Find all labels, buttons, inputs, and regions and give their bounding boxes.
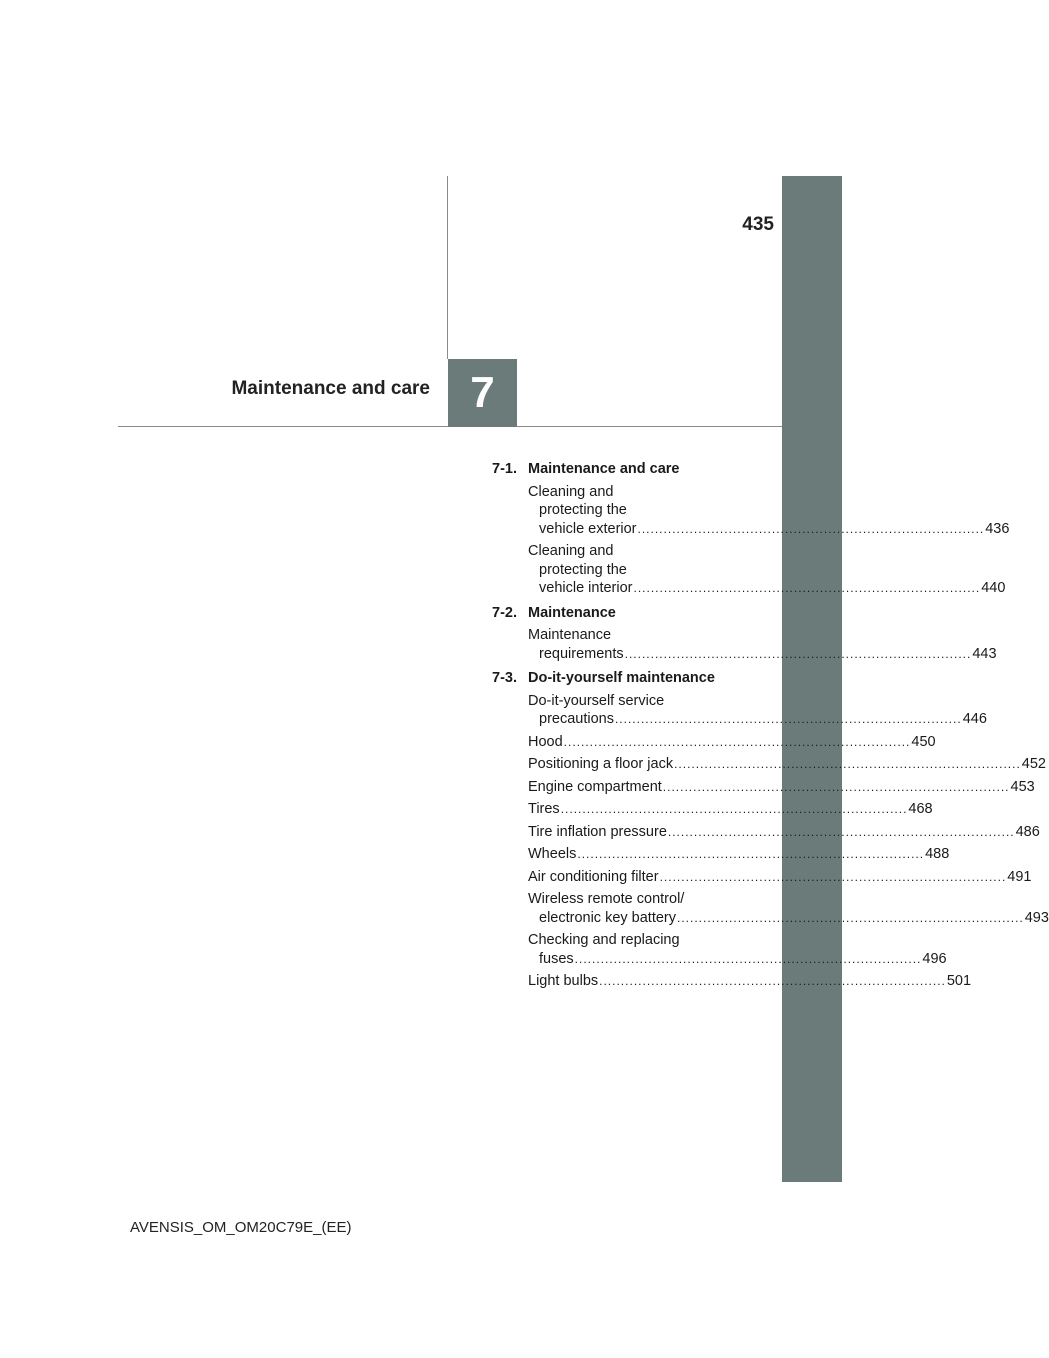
toc-page-number: 452 xyxy=(1021,756,1046,772)
toc-entry-text: Positioning a floor jack xyxy=(528,756,674,772)
toc-page-number: 491 xyxy=(1007,868,1032,885)
toc-section-title: Maintenance and care xyxy=(528,461,680,477)
toc-group xyxy=(492,669,1049,991)
toc-entry[interactable] xyxy=(528,733,936,752)
toc-page-number: 496 xyxy=(922,950,947,967)
toc-section-number: 7-3. xyxy=(492,670,517,686)
toc-entry-text: Tire inflation pressure xyxy=(528,823,667,840)
toc-leader-dots: ................................................................................ xyxy=(662,779,1010,794)
toc-group xyxy=(492,604,997,664)
toc-leader-dots: ................................................................................ xyxy=(667,824,1015,839)
toc-page-number: 453 xyxy=(1010,778,1035,795)
toc-entry-text: precautions xyxy=(539,711,614,727)
toc-entry-text: Tires xyxy=(528,801,560,817)
toc-entry[interactable] xyxy=(528,755,1046,774)
toc-page-number: 493 xyxy=(1024,909,1049,926)
toc-page-number: 443 xyxy=(972,645,997,662)
toc-entry-text: protecting the xyxy=(539,502,627,518)
toc-section-number: 7-2. xyxy=(492,604,517,621)
toc-entry[interactable] xyxy=(528,692,987,729)
toc-entry-text: Air conditioning filter xyxy=(528,868,659,885)
toc-entry[interactable] xyxy=(528,823,1040,842)
toc-entry[interactable] xyxy=(528,800,933,819)
section-number-box: 7 xyxy=(448,359,517,427)
page-number: 435 xyxy=(742,214,774,235)
toc-section-heading[interactable] xyxy=(492,669,742,688)
toc-leader-dots: ................................................................................ xyxy=(637,521,985,536)
toc-group xyxy=(492,460,1010,598)
document-footer: AVENSIS_OM_OM20C79E_(EE) xyxy=(130,1219,352,1236)
toc-entry-text: requirements xyxy=(539,645,624,662)
toc-section-number: 7-1. xyxy=(492,461,517,477)
toc-entry-text: Wireless remote control/ xyxy=(528,891,685,907)
toc-page-number: 468 xyxy=(908,801,933,817)
toc-entry-text: Hood xyxy=(528,733,563,750)
toc-entry-text: protecting the xyxy=(539,561,627,578)
toc-page-number: 501 xyxy=(946,973,972,989)
vertical-rule xyxy=(447,176,448,359)
toc-entry[interactable] xyxy=(528,626,997,663)
toc-entry-text: Cleaning and xyxy=(528,543,614,559)
toc-entry[interactable] xyxy=(528,890,1049,927)
toc-leader-dots: ................................................................................ xyxy=(624,646,972,661)
toc-entry-text: Light bulbs xyxy=(528,973,599,989)
toc-leader-dots: ................................................................................ xyxy=(563,734,911,749)
toc-section-title: Do-it-yourself maintenance xyxy=(528,670,715,686)
toc-entry-text: vehicle exterior xyxy=(539,520,637,537)
toc-leader-dots: ................................................................................ xyxy=(674,757,1021,771)
toc-leader-dots: ................................................................................ xyxy=(574,951,922,966)
toc-leader-dots: ................................................................................ xyxy=(659,869,1007,884)
toc-entry-text: Wheels xyxy=(528,846,577,862)
toc-entry[interactable] xyxy=(528,542,1006,598)
toc-section-heading[interactable] xyxy=(492,460,742,479)
toc-entry[interactable] xyxy=(528,845,950,864)
toc-entry[interactable] xyxy=(528,483,1010,539)
toc-page-number: 440 xyxy=(981,580,1006,596)
toc-entry[interactable] xyxy=(528,931,947,968)
toc-page-number: 486 xyxy=(1015,823,1040,840)
toc-leader-dots: ................................................................................ xyxy=(614,712,962,726)
toc-page-number: 446 xyxy=(962,711,987,727)
toc-leader-dots: ................................................................................ xyxy=(577,847,925,861)
toc-leader-dots: ................................................................................ xyxy=(677,910,1024,925)
toc-entry-text: vehicle interior xyxy=(539,580,633,596)
toc-section-heading[interactable] xyxy=(492,604,742,623)
toc-page-number: 450 xyxy=(911,733,936,750)
toc-entry-text: electronic key battery xyxy=(539,909,677,926)
toc-page-number: 436 xyxy=(985,520,1010,537)
table-of-contents xyxy=(492,460,1049,997)
toc-entry-text: Engine compartment xyxy=(528,778,662,795)
toc-entry-text: Checking and replacing xyxy=(528,932,680,948)
toc-leader-dots: ................................................................................ xyxy=(599,974,946,988)
toc-leader-dots: ................................................................................ xyxy=(633,581,981,595)
toc-entry-text: Maintenance xyxy=(528,627,612,643)
toc-entry-text: fuses xyxy=(539,950,574,967)
toc-entry-text: Do-it-yourself service xyxy=(528,692,665,709)
toc-entry[interactable] xyxy=(528,778,1035,797)
toc-entry[interactable] xyxy=(528,972,972,991)
toc-section-title: Maintenance xyxy=(528,604,616,621)
toc-entry[interactable] xyxy=(528,868,1032,887)
section-title: Maintenance and care xyxy=(231,378,430,399)
chapter-side-tab xyxy=(782,176,842,1182)
toc-entry-text: Cleaning and xyxy=(528,483,614,500)
toc-leader-dots: ................................................................................ xyxy=(560,802,908,816)
toc-page-number: 488 xyxy=(925,846,950,862)
